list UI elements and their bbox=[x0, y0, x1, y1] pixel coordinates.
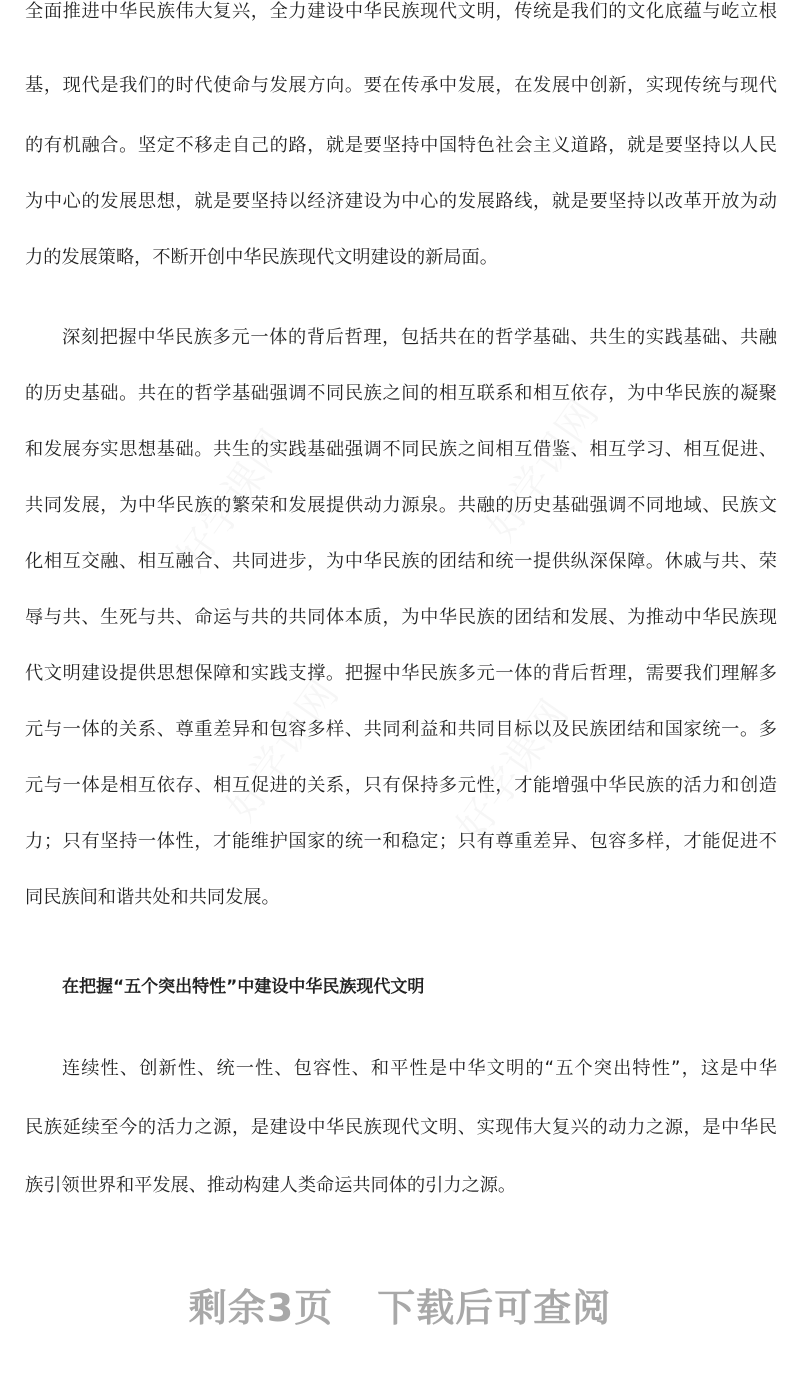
text-line: 共同发展，为中华民族的繁荣和发展提供动力源泉。共融的历史基础强调不同地域、民族文 bbox=[25, 495, 777, 516]
text-line: 的历史基础。共在的哲学基础强调不同民族之间的相互联系和相互依存，为中华民族的凝聚 bbox=[25, 383, 777, 404]
text-line: 元与一体是相互依存、相互促进的关系，只有保持多元性，才能增强中华民族的活力和创造 bbox=[25, 775, 777, 796]
text-line: 辱与共、生死与共、命运与共的共同体本质，为中华民族的团结和发展、为推动中华民族现 bbox=[25, 607, 777, 628]
watermark bbox=[441, 687, 579, 851]
text-line: 同民族间和谐共处和共同发展。 bbox=[25, 887, 280, 908]
watermark bbox=[471, 387, 609, 551]
text-line: 族引领世界和平发展、推动构建人类命运共同体的引力之源。 bbox=[25, 1175, 517, 1196]
text-line: 和发展夯实思想基础。共生的实践基础强调不同民族之间相互借鉴、相互学习、相互促进、 bbox=[25, 439, 777, 460]
text-line: 基，现代是我们的时代使命与发展方向。要在传承中发展，在发展中创新，实现传统与现代 bbox=[25, 75, 777, 96]
remaining-pages-label: 剩余3页 bbox=[188, 1286, 334, 1330]
download-prompt-banner[interactable] bbox=[0, 1286, 800, 1330]
section-heading: 在把握“五个突出特性”中建设中华民族现代文明 bbox=[62, 977, 425, 997]
text-line: 深刻把握中华民族多元一体的背后哲理，包括共在的哲学基础、共生的实践基础、共融 bbox=[62, 327, 777, 348]
watermark bbox=[211, 667, 349, 831]
text-line: 力；只有坚持一体性，才能维护国家的统一和稳定；只有尊重差异、包容多样，才能促进不 bbox=[25, 831, 777, 852]
text-line: 民族延续至今的活力之源，是建设中华民族现代文明、实现伟大复兴的动力之源，是中华民 bbox=[25, 1117, 777, 1138]
text-line: 代文明建设提供思想保障和实践支撑。把握中华民族多元一体的背后哲理，需要我们理解多 bbox=[25, 663, 777, 684]
text-line: 全面推进中华民族伟大复兴，全力建设中华民族现代文明，传统是我们的文化底蕴与屹立根 bbox=[25, 1, 777, 22]
text-line: 的有机融合。坚定不移走自己的路，就是要坚持中国特色社会主义道路，就是要坚持以人民 bbox=[25, 135, 777, 156]
text-line: 元与一体的关系、尊重差异和包容多样、共同利益和共同目标以及民族团结和国家统一。多 bbox=[25, 719, 777, 740]
text-line: 力的发展策略，不断开创中华民族现代文明建设的新局面。 bbox=[25, 247, 498, 268]
text-line: 为中心的发展思想，就是要坚持以经济建设为中心的发展路线，就是要坚持以改革开放为动 bbox=[25, 191, 777, 212]
text-line: 连续性、创新性、统一性、包容性、和平性是中华文明的“五个突出特性”，这是中华 bbox=[62, 1058, 777, 1079]
download-to-view-label[interactable]: 下载后可查阅 bbox=[377, 1286, 612, 1330]
text-line: 化相互交融、相互融合、共同进步，为中华民族的团结和统一提供纵深保障。休戚与共、荣 bbox=[25, 551, 777, 572]
